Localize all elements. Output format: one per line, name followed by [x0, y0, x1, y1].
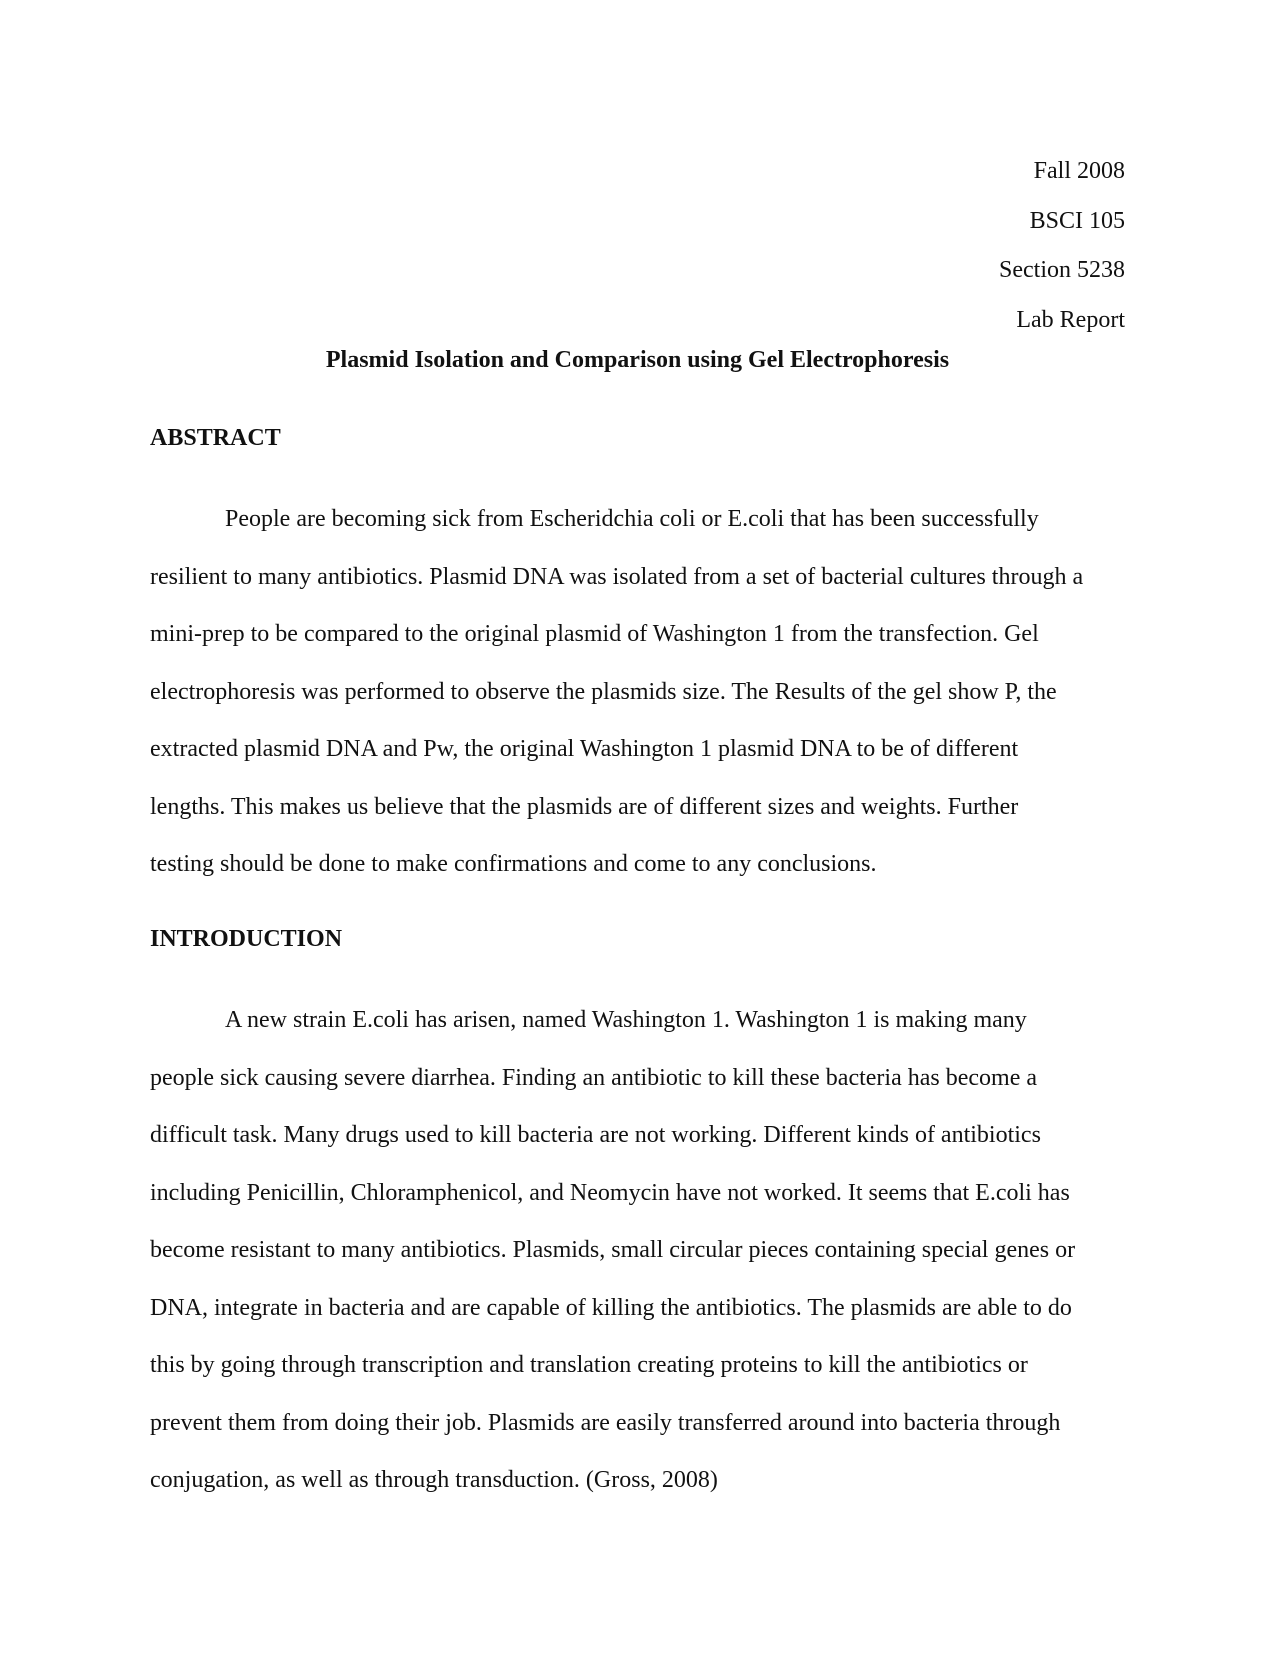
introduction-heading: INTRODUCTION	[150, 926, 343, 952]
header-term: Fall 2008	[1033, 158, 1125, 184]
header-section: Section 5238	[999, 257, 1125, 283]
abstract-line: lengths. This makes us believe that the plasmids are of different sizes and weights. Further	[150, 793, 1019, 820]
document-title: Plasmid Isolation and Comparison using Gel Electrophoresis	[325, 347, 950, 373]
introduction-paragraph	[150, 992, 1125, 1510]
abstract-line: extracted plasmid DNA and Pw, the original Washington 1 plasmid DNA to be of different	[150, 736, 1019, 762]
introduction-line: including Penicillin, Chloramphenicol, and Neomycin have not worked. It seems that E.coli has	[150, 1179, 1070, 1206]
abstract-paragraph	[150, 491, 1125, 894]
abstract-line: mini-prep to be compared to the original plasmid of Washington 1 from the transfection. Gel	[150, 621, 1039, 647]
header-doc-type: Lab Report	[1016, 306, 1125, 333]
introduction-line: DNA, integrate in bacteria and are capable of killing the antibiotics. The plasmids are able to do	[150, 1294, 1072, 1321]
abstract-line: electrophoresis was performed to observe the plasmids size. The Results of the gel show P, the	[150, 678, 1057, 705]
abstract-heading: ABSTRACT	[150, 425, 281, 451]
introduction-line: prevent them from doing their job. Plasmids are easily transferred around into bacteria through	[150, 1409, 1061, 1436]
introduction-line: conjugation, as well as through transduction. (Gross, 2008)	[150, 1467, 718, 1493]
abstract-line: resilient to many antibiotics. Plasmid DNA was isolated from a set of bacterial cultures through a	[150, 563, 1084, 590]
header-course: BSCI 105	[1029, 207, 1125, 234]
abstract-line: testing should be done to make confirmations and come to any conclusions.	[150, 851, 877, 877]
document-page	[150, 0, 1125, 1656]
abstract-line: People are becoming sick from Escheridchia coli or E.coli that has been successfully	[225, 506, 1039, 532]
introduction-line: A new strain E.coli has arisen, named Washington 1. Washington 1 is making many	[225, 1007, 1027, 1033]
introduction-line: difficult task. Many drugs used to kill bacteria are not working. Different kinds of antibiotics	[150, 1122, 1041, 1148]
introduction-line: this by going through transcription and translation creating proteins to kill the antibiotics or	[150, 1352, 1028, 1378]
introduction-line: become resistant to many antibiotics. Plasmids, small circular pieces containing special genes or	[150, 1237, 1076, 1263]
introduction-line: people sick causing severe diarrhea. Finding an antibiotic to kill these bacteria has become a	[150, 1064, 1038, 1091]
header-block	[999, 147, 1125, 345]
